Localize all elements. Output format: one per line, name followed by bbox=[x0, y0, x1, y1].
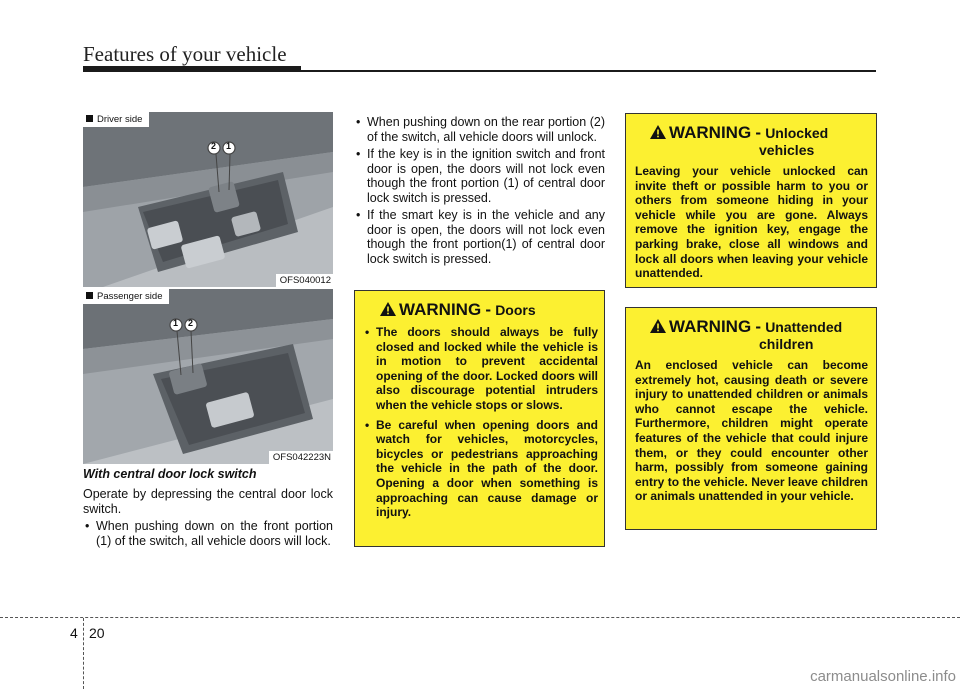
watermark: carmanualsonline.info bbox=[810, 668, 956, 685]
callout-1: 1 bbox=[226, 141, 232, 151]
photo-code-driver: OFS040012 bbox=[276, 274, 333, 287]
warning-subject-line2: children bbox=[759, 336, 814, 352]
header-rule-thick bbox=[83, 66, 301, 72]
square-bullet-icon bbox=[86, 292, 93, 299]
warning-title bbox=[635, 318, 868, 353]
warning-label: WARNING bbox=[669, 123, 752, 142]
page-header-title: Features of your vehicle bbox=[83, 42, 287, 66]
warning-title bbox=[365, 301, 598, 319]
passenger-switch-illustration bbox=[83, 289, 333, 464]
warning-subject-line2: vehicles bbox=[759, 142, 815, 158]
photo-label-text: Passenger side bbox=[97, 291, 163, 302]
list-item: • Be careful when opening doors and watch for vehicles, motorcycles, bicycles or pedestrians approaching the vehicle in the path of the door. Opening a door when something is approaching can cause damage or injury. bbox=[365, 418, 598, 520]
warning-triangle-icon bbox=[379, 301, 397, 317]
left-bullet-list bbox=[83, 519, 333, 548]
footer-divider bbox=[83, 618, 84, 689]
intro-paragraph: Operate by depressing the central door lock switch. bbox=[83, 487, 333, 516]
warning-body: An enclosed vehicle can become extremely hot, causing death or severe injury to unattended children or animals who cannot escape the vehicle. Furthermore, children might operate features of the vehicle that could injure them, or they could encounter other harm, possibly from someone gaining entry to the vehicle. Never leave children or animals unattended in your vehicle. bbox=[635, 358, 868, 504]
warning-subject: Unlocked bbox=[765, 125, 829, 141]
driver-switch-illustration bbox=[83, 112, 333, 287]
photo-label-passenger bbox=[83, 289, 169, 304]
driver-side-photo bbox=[83, 112, 333, 287]
warning-triangle-icon bbox=[649, 318, 667, 334]
warning-body bbox=[365, 325, 598, 520]
warning-box-unattended-children bbox=[625, 307, 877, 530]
header-rule-thin bbox=[301, 70, 876, 72]
photo-code-passenger: OFS042223N bbox=[269, 451, 333, 464]
warning-subject: Doors bbox=[495, 302, 536, 318]
warning-box-doors bbox=[354, 290, 605, 547]
section-caption: With central door lock switch bbox=[83, 467, 257, 481]
warning-subject: Unattended bbox=[765, 319, 843, 335]
warning-label: WARNING bbox=[399, 300, 482, 319]
warning-box-unlocked-vehicles bbox=[625, 113, 877, 288]
warning-dash: - bbox=[755, 317, 762, 336]
passenger-side-photo bbox=[83, 289, 333, 464]
list-item: • If the key is in the ignition switch and front door is open, the doors will not lock even though the front portion (1) of central door lock switch is pressed. bbox=[354, 147, 605, 205]
warning-label: WARNING bbox=[669, 317, 752, 336]
list-item: • If the smart key is in the vehicle and any door is open, the doors will not lock even though the front portion(1) of central door lock switch is pressed. bbox=[354, 208, 605, 266]
warning-title bbox=[635, 124, 868, 159]
callout-2: 2 bbox=[211, 141, 217, 151]
left-column-text bbox=[83, 487, 333, 551]
chapter-number: 4 bbox=[70, 625, 78, 641]
list-item: • When pushing down on the rear portion (2) of the switch, all vehicle doors will unlock. bbox=[354, 115, 605, 144]
warning-body: Leaving your vehicle unlocked can invite theft or possible harm to you or others from someone hiding in your vehicle while you are gone. Always remove the ignition key, engage the parking brake, close all windows and lock all doors when leaving your vehicle unattended. bbox=[635, 164, 868, 281]
callout-1: 1 bbox=[173, 318, 179, 328]
middle-bullet-list bbox=[354, 115, 605, 266]
middle-column-text bbox=[354, 115, 605, 269]
warning-dash: - bbox=[485, 300, 492, 319]
warning-triangle-icon bbox=[649, 124, 667, 140]
photo-label-driver bbox=[83, 112, 149, 127]
list-item: • The doors should always be fully closed and locked while the vehicle is in motion to prevent accidental opening of the door. Locked doors will also discourage potential intruders when the vehicle stops or slows. bbox=[365, 325, 598, 413]
page-number: 20 bbox=[89, 625, 105, 641]
callout-2: 2 bbox=[188, 318, 194, 328]
photo-label-text: Driver side bbox=[97, 114, 143, 125]
footer-rule bbox=[0, 617, 960, 618]
warning-dash: - bbox=[755, 123, 762, 142]
list-item: • When pushing down on the front portion (1) of the switch, all vehicle doors will lock. bbox=[83, 519, 333, 548]
square-bullet-icon bbox=[86, 115, 93, 122]
warning-list bbox=[365, 325, 598, 520]
